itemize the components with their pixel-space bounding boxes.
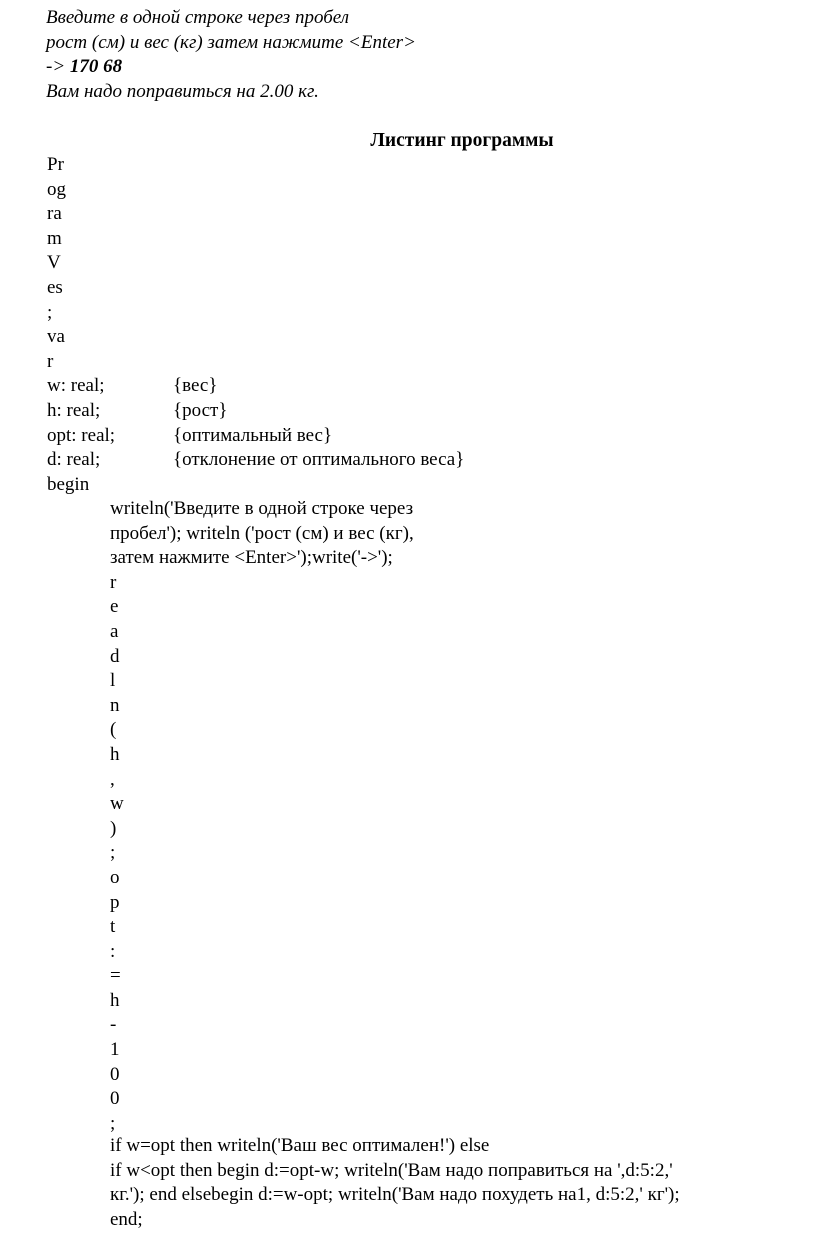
vertical-char: r (110, 571, 117, 593)
output-input-values: 170 68 (69, 56, 123, 77)
header-fragment: es (47, 276, 63, 298)
var-decl-row (47, 424, 333, 449)
vertical-char: = (110, 965, 121, 987)
vertical-char: t (110, 916, 116, 938)
header-fragment: r (47, 350, 54, 372)
var-decl: d: real; (47, 449, 101, 471)
vertical-char: n (110, 694, 120, 716)
vertical-char: : (110, 940, 116, 962)
code-line: if w<opt then begin d:=opt-w; writeln('Вам надо поправиться на ',d:5:2,' (110, 1159, 673, 1181)
output-line-3 (46, 55, 416, 80)
vertical-char: l (110, 670, 116, 692)
header-fragment: va (47, 326, 65, 348)
header-fragment: m (47, 227, 62, 249)
var-decl-row (47, 399, 228, 424)
vertical-char: d (110, 645, 120, 667)
program-output-example (46, 6, 416, 104)
var-comment: {оптимальный вес} (173, 424, 333, 446)
code-line: end; (110, 1208, 143, 1230)
header-fragment: Pr (47, 154, 64, 175)
header-fragment: ra (47, 203, 62, 225)
output-line-1: Введите в одной строке через пробел (46, 7, 350, 28)
vertical-char: a (110, 620, 119, 642)
vertical-char: 0 (110, 1063, 120, 1085)
writeln-line: writeln('Введите в одной строке через (110, 498, 414, 519)
writeln-line: пробел'); writeln ('рост (см) и вес (кг), (110, 522, 414, 544)
vertical-char: , (110, 768, 115, 790)
var-comment: {отклонение от оптимального веса} (173, 449, 465, 471)
output-line-4: Вам надо поправиться на 2.00 кг. (46, 80, 319, 102)
begin-keyword: begin (47, 473, 90, 495)
var-decl: opt: real; (47, 424, 116, 446)
vertical-char: e (110, 596, 119, 618)
vertical-char: h (110, 989, 120, 1011)
listing-heading: Листинг программы (370, 130, 554, 151)
output-prompt: -> (46, 56, 66, 77)
vertical-char: 0 (110, 1088, 120, 1110)
vertical-char: 1 (110, 1039, 120, 1061)
program-listing-header (47, 153, 465, 497)
vertical-char: o (110, 866, 120, 888)
vertical-char: ; (110, 1112, 116, 1134)
code-line: if w=opt then writeln('Ваш вес оптимален!') else (110, 1135, 490, 1156)
var-decl-row (47, 374, 218, 399)
vertical-char: - (110, 1014, 117, 1036)
output-line-2: рост (см) и вес (кг) затем нажмите <Enter> (46, 31, 416, 53)
program-tail (110, 1134, 680, 1232)
vertical-char: ; (110, 842, 116, 864)
vertical-char: h (110, 743, 120, 765)
header-fragment: ; (47, 301, 53, 323)
vertical-char: p (110, 891, 120, 913)
writeln-line: затем нажмите <Enter>');write('->'); (110, 547, 393, 569)
var-decl-row (47, 448, 465, 473)
program-body (110, 497, 414, 1136)
var-comment: {рост} (173, 399, 228, 421)
header-fragment: og (47, 178, 66, 200)
code-line: кг.'); end elsebegin d:=w-opt; writeln('Вам надо похудеть на1, d:5:2,' кг'); (110, 1184, 680, 1206)
vertical-char: ( (110, 719, 117, 741)
header-fragment: V (47, 252, 61, 274)
vertical-char: w (110, 793, 124, 815)
var-comment: {вес} (173, 375, 218, 397)
var-decl: h: real; (47, 399, 101, 421)
var-decl: w: real; (47, 375, 105, 397)
vertical-char: ) (110, 817, 117, 839)
